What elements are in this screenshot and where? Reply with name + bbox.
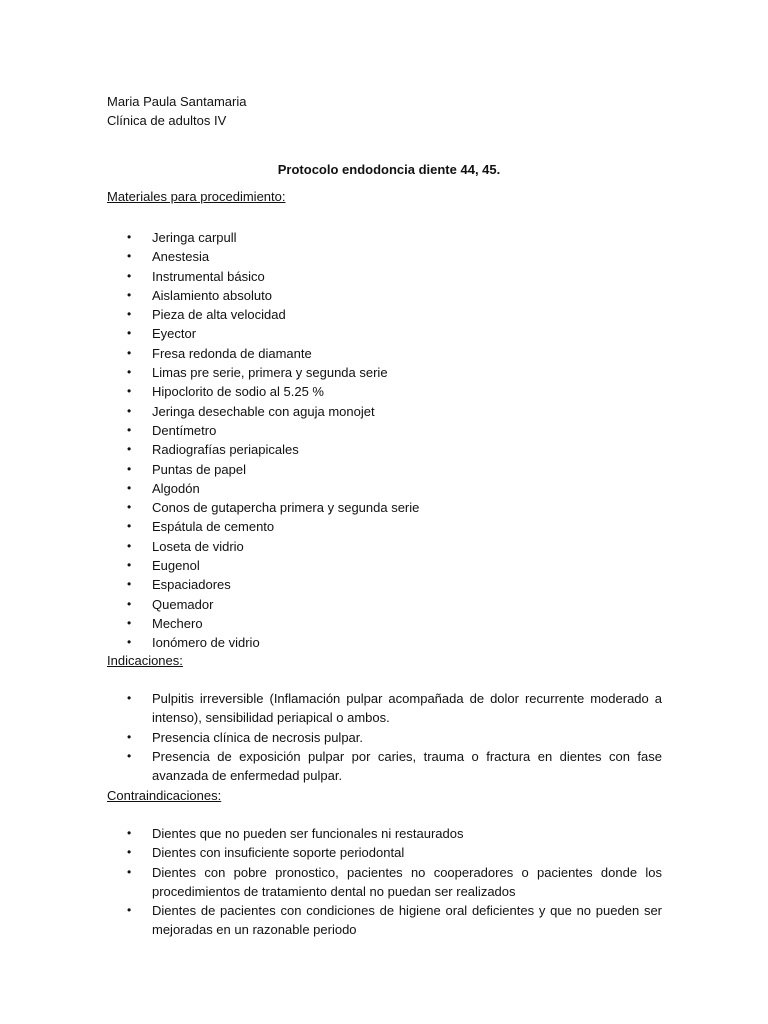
list-item <box>107 556 662 575</box>
list-item-text: Pieza de alta velocidad <box>152 307 286 323</box>
materials-heading: Materiales para procedimiento: <box>107 189 286 204</box>
bullet-icon: • <box>127 635 132 650</box>
list-item-text: Radiografías periapicales <box>152 442 299 458</box>
indications-heading: Indicaciones: <box>107 653 183 668</box>
list-item <box>107 843 662 862</box>
list-item-text: Limas pre serie, primera y segunda serie <box>152 365 388 381</box>
list-item <box>107 421 662 440</box>
list-item <box>107 382 662 401</box>
list-item-text: Presencia clínica de necrosis pulpar. <box>152 729 364 745</box>
bullet-icon: • <box>127 480 132 495</box>
list-item <box>107 344 662 363</box>
list-item <box>107 517 662 536</box>
list-item-text: Anestesia <box>152 249 210 265</box>
bullet-icon: • <box>127 615 132 630</box>
bullet-icon: • <box>127 307 132 322</box>
bullet-icon: • <box>127 596 132 611</box>
bullet-icon: • <box>127 461 132 476</box>
bullet-icon: • <box>127 691 132 705</box>
list-item <box>107 286 662 305</box>
list-item-text: Eugenol <box>152 558 200 574</box>
course-name: Clínica de adultos IV <box>107 113 227 128</box>
list-item-text: Dientes de pacientes con condiciones de higiene oral deficientes y que no pueden ser mejoradas en un razonable periodo <box>152 903 662 938</box>
bullet-icon: • <box>127 864 132 879</box>
list-item-text: Quemador <box>152 596 214 612</box>
list-item-text: Dentímetro <box>152 422 217 438</box>
bullet-icon: • <box>127 345 132 360</box>
list-item <box>107 247 662 266</box>
list-item <box>107 363 662 382</box>
list-item-text: Dientes con pobre pronostico, pacientes no cooperadores o pacientes donde los procedimientos de tratamiento dental no puedan ser realizados <box>152 864 662 899</box>
bullet-icon: • <box>127 826 132 840</box>
bullet-icon: • <box>127 845 132 860</box>
materials-section <box>107 187 662 653</box>
list-item <box>107 267 662 286</box>
list-item <box>107 595 662 614</box>
contraindications-heading: Contraindicaciones: <box>107 788 222 803</box>
bullet-icon: • <box>127 519 132 534</box>
bullet-icon: • <box>127 729 132 744</box>
list-item-text: Ionómero de vidrio <box>152 635 260 651</box>
bullet-icon: • <box>127 558 132 573</box>
list-item <box>107 305 662 324</box>
list-item <box>107 689 662 728</box>
bullet-icon: • <box>127 287 132 302</box>
list-item-text: Espátula de cemento <box>152 519 275 535</box>
list-item-text: Dientes que no pueden ser funcionales ni restaurados <box>152 826 464 841</box>
list-item <box>107 324 662 343</box>
bullet-icon: • <box>127 249 132 264</box>
list-item-text: Presencia de exposición pulpar por caries, trauma o fractura en dientes con fase avanzada de enfermedad pulpar. <box>152 748 662 784</box>
bullet-icon: • <box>127 365 132 380</box>
list-item-text: Instrumental básico <box>152 268 265 284</box>
list-item-text: Fresa redonda de diamante <box>152 345 312 361</box>
materials-list <box>107 228 662 653</box>
list-item-text: Dientes con insuficiente soporte periodontal <box>152 845 405 861</box>
contraindications-section <box>107 786 662 940</box>
contraindications-list <box>107 824 662 940</box>
list-item <box>107 747 662 786</box>
list-item <box>107 901 662 940</box>
list-item <box>107 537 662 556</box>
indications-section <box>107 651 662 785</box>
list-item <box>107 440 662 459</box>
list-item <box>107 575 662 594</box>
bullet-icon: • <box>127 577 132 592</box>
list-item-text: Espaciadores <box>152 577 231 593</box>
author-name: Maria Paula Santamaria <box>107 94 247 109</box>
bullet-icon: • <box>127 748 132 763</box>
list-item <box>107 402 662 421</box>
list-item-text: Conos de gutapercha primera y segunda serie <box>152 500 420 516</box>
bullet-icon: • <box>127 903 132 918</box>
document-title: Protocolo endodoncia diente 44, 45. <box>277 162 501 177</box>
bullet-icon: • <box>127 326 132 341</box>
list-item-text: Algodón <box>152 480 200 496</box>
list-item-text: Jeringa desechable con aguja monojet <box>152 403 375 419</box>
list-item-text: Hipoclorito de sodio al 5.25 % <box>152 384 324 400</box>
list-item <box>107 460 662 479</box>
list-item-text: Eyector <box>152 326 197 342</box>
bullet-icon: • <box>127 422 132 437</box>
bullet-icon: • <box>127 500 132 515</box>
indications-list <box>107 689 662 785</box>
bullet-icon: • <box>127 384 132 399</box>
list-item-text: Mechero <box>152 615 203 631</box>
list-item <box>107 863 662 902</box>
list-item <box>107 479 662 498</box>
document-header <box>107 92 607 130</box>
bullet-icon: • <box>127 268 132 283</box>
list-item <box>107 633 662 652</box>
list-item-text: Puntas de papel <box>152 461 246 477</box>
bullet-icon: • <box>127 403 132 418</box>
bullet-icon: • <box>127 538 132 553</box>
list-item-text: Loseta de vidrio <box>152 538 244 554</box>
list-item-text: Jeringa carpull <box>152 230 237 245</box>
list-item <box>107 824 662 843</box>
list-item <box>107 614 662 633</box>
bullet-icon: • <box>127 442 132 457</box>
list-item <box>107 728 662 747</box>
list-item-text: Pulpitis irreversible (Inflamación pulpar acompañada de dolor recurrente moderado a intenso), sensibilidad periapical o ambos. <box>152 691 662 726</box>
list-item-text: Aislamiento absoluto <box>152 287 272 303</box>
bullet-icon: • <box>127 230 132 244</box>
list-item <box>107 498 662 517</box>
list-item <box>107 228 662 247</box>
